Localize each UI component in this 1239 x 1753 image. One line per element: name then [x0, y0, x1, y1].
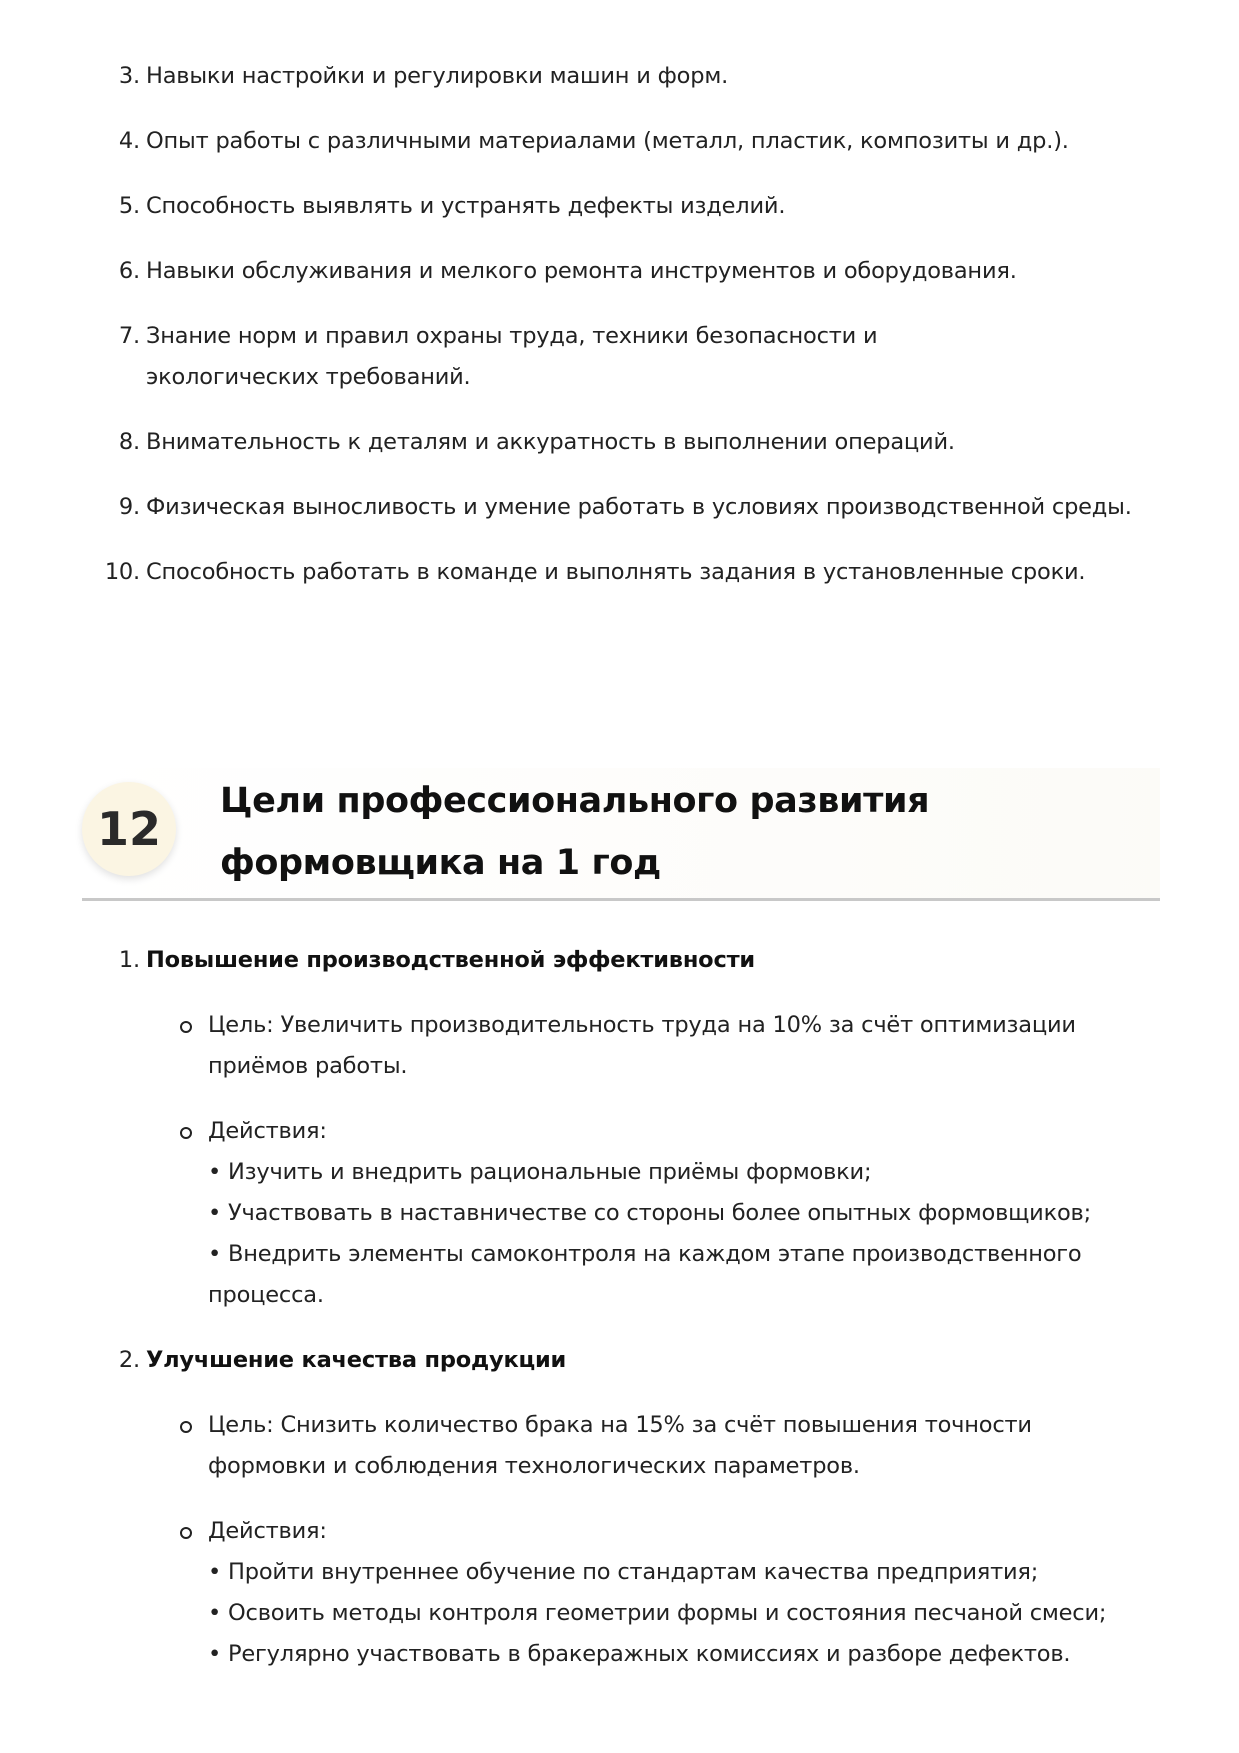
list-number: 4. [118, 128, 140, 154]
list-number: 5. [118, 193, 140, 219]
section-title: Цели профессионального развития формовщика на 1 год [220, 781, 930, 883]
list-number: 3. [118, 63, 140, 89]
section-header [82, 768, 1160, 901]
list-text: Способность выявлять и устранять дефекты изделий. [146, 193, 786, 219]
goal-target-text: Цель: Увеличить производительность труда на 10% за счёт оптимизации приёмов работы. [208, 1012, 1076, 1079]
skills-list [100, 56, 1160, 617]
goal-item [100, 1340, 1160, 1675]
goal-actions [146, 1111, 1148, 1316]
action-item: • Внедрить элементы самоконтроля на каждом этапе производственного процесса. [208, 1241, 1082, 1308]
goal-target-text: Цель: Снизить количество брака на 15% за счёт повышения точности формовки и соблюдения технологических параметров. [208, 1412, 1032, 1479]
list-number: 6. [118, 258, 140, 284]
list-text: Способность работать в команде и выполнять задания в установленные сроки. [146, 559, 1086, 585]
action-item: • Регулярно участвовать в бракеражных комиссиях и разборе дефектов. [208, 1641, 1071, 1667]
list-number: 8. [118, 429, 140, 455]
action-item: • Пройти внутреннее обучение по стандартам качества предприятия; [208, 1559, 1039, 1585]
goal-title: Повышение производственной эффективности [146, 947, 755, 973]
goal-target [146, 1005, 1148, 1087]
action-item: • Изучить и внедрить рациональные приёмы формовки; [208, 1159, 872, 1185]
goal-details [146, 1005, 1160, 1316]
list-item [100, 487, 1160, 528]
action-item: • Участвовать в наставничестве со стороны более опытных формовщиков; [208, 1200, 1091, 1226]
list-item [100, 552, 1160, 593]
list-item [100, 251, 1160, 292]
list-item [100, 186, 1160, 227]
circle-bullet-icon [180, 1127, 192, 1139]
list-item [100, 56, 1160, 97]
list-number: 10. [104, 559, 140, 585]
section-number-badge: 12 [82, 782, 176, 876]
list-text: Физическая выносливость и умение работать в условиях производственной среды. [146, 494, 1132, 520]
list-text: Внимательность к деталям и аккуратность в выполнении операций. [146, 429, 955, 455]
list-text: Навыки настройки и регулировки машин и форм. [146, 63, 729, 89]
list-item [100, 316, 1046, 398]
circle-bullet-icon [180, 1527, 192, 1539]
goal-target [146, 1405, 1148, 1487]
goal-number: 2. [118, 1347, 140, 1373]
list-item [100, 422, 1160, 463]
list-text: Опыт работы с различными материалами (металл, пластик, композиты и др.). [146, 128, 1069, 154]
list-number: 9. [118, 494, 140, 520]
list-number: 7. [118, 323, 140, 349]
goal-details [146, 1405, 1160, 1675]
goal-number: 1. [118, 947, 140, 973]
list-text: Навыки обслуживания и мелкого ремонта инструментов и оборудования. [146, 258, 1017, 284]
actions-label: Действия: [208, 1118, 327, 1144]
list-item [100, 121, 1160, 162]
list-text: Знание норм и правил охраны труда, техники безопасности и экологических требований. [146, 323, 878, 390]
circle-bullet-icon [180, 1021, 192, 1033]
action-item: • Освоить методы контроля геометрии формы и состояния песчаной смеси; [208, 1600, 1107, 1626]
circle-bullet-icon [180, 1421, 192, 1433]
goal-item [100, 940, 1160, 1316]
goal-actions [146, 1511, 1148, 1675]
goals-list [100, 940, 1160, 1699]
actions-label: Действия: [208, 1518, 327, 1544]
goal-title: Улучшение качества продукции [146, 1347, 567, 1373]
